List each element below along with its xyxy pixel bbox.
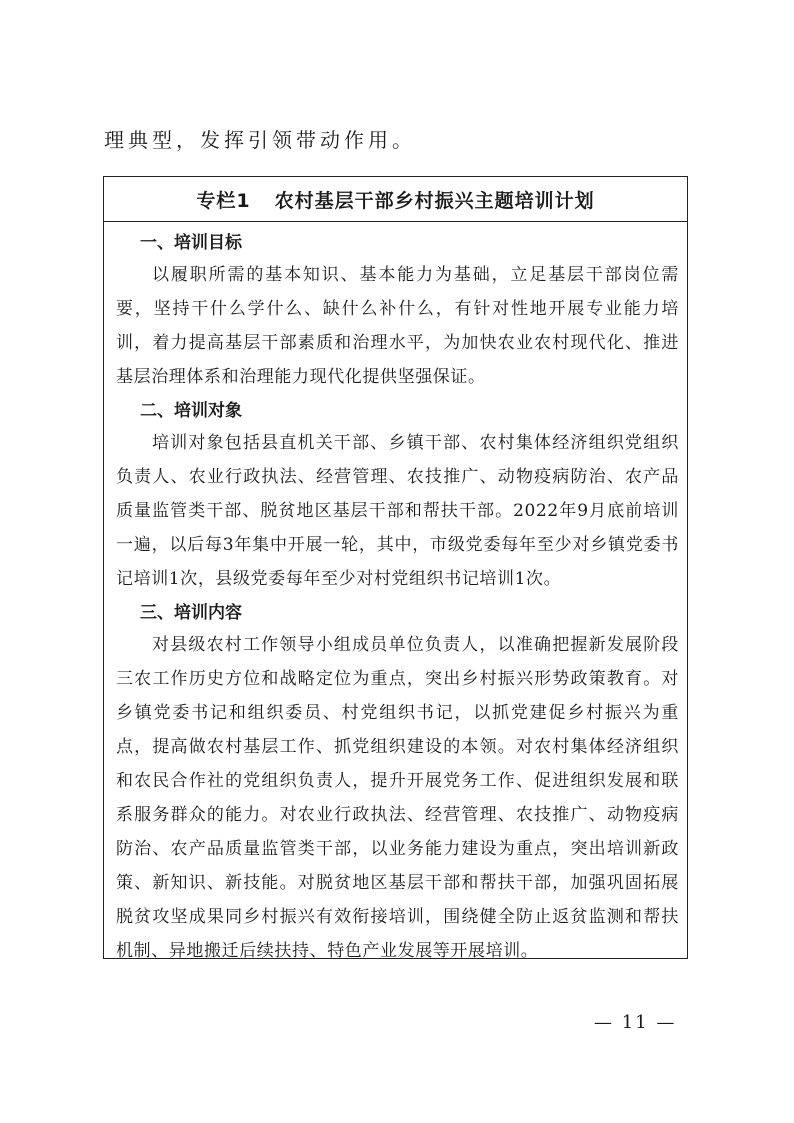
- page-number: — 11 —: [594, 1012, 677, 1033]
- lead-text: 理典型，发挥引领带动作用。: [104, 128, 416, 152]
- box-title: 农村基层干部乡村振兴主题培训计划: [274, 189, 595, 212]
- feature-box: [103, 176, 688, 959]
- section-heading-goals: 一、培训目标: [140, 233, 242, 253]
- box-label: 专栏1: [196, 189, 251, 212]
- section-body-goals: 以履职所需的基本知识、基本能力为基础，立足基层干部岗位需要，坚持干什么学什么、缺什么补什么，有针对性地开展专业能力培训，着力提高基层干部素质和治理水平，为加快农业农村现代化、推进基层治理体系和治理能力现代化提供坚强保证。: [116, 265, 679, 387]
- section-heading-content: 三、培训内容: [140, 603, 242, 623]
- box-title-row: [104, 177, 687, 222]
- section-body-targets: 培训对象包括县直机关干部、乡镇干部、农村集体经济组织党组织负责人、农业行政执法、经营管理、农技推广、动物疫病防治、农产品质量监管类干部、脱贫地区基层干部和帮扶干部。2022年9月底前培训一遍，以后每3年集中开展一轮，其中，市级党委每年至少对乡镇党委书记培训1次，县级党委每年至少对村党组织书记培训1次。: [116, 433, 679, 589]
- section-heading-targets: 二、培训对象: [140, 401, 242, 421]
- box-body: [104, 222, 687, 968]
- section-body-content: 对县级农村工作领导小组成员单位负责人，以准确把握新发展阶段三农工作历史方位和战略定位为重点，突出乡村振兴形势政策教育。对乡镇党委书记和组织委员、村党组织书记，以抓党建促乡村振兴为重点，提高做农村基层工作、抓党组织建设的本领。对农村集体经济组织和农民合作社的党组织负责人，提升开展党务工作、促进组织发展和联系服务群众的能力。对农业行政执法、经营管理、农技推广、动物疫病防治、农产品质量监管类干部，以业务能力建设为重点，突出培训新政策、新知识、新技能。对脱贫地区基层干部和帮扶干部，加强巩固拓展脱贫攻坚成果同乡村振兴有效衔接培训，围绕健全防止返贫监测和帮扶机制、异地搬迁后续扶持、特色产业发展等开展培训。: [116, 635, 679, 961]
